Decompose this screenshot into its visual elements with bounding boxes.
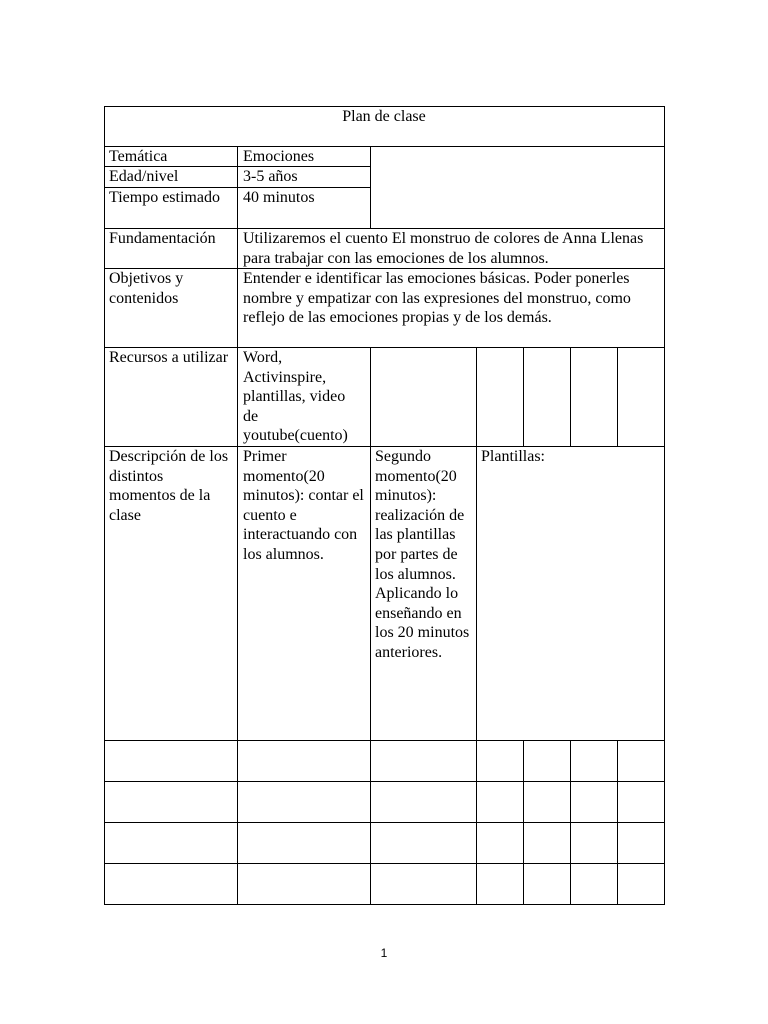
fundamentacion-value: Utilizaremos el cuento El monstruo de colores de Anna Llenas para trabajar con las emociones de los alumnos. <box>243 230 644 267</box>
tematica-value: Emociones <box>243 148 315 165</box>
primer-momento-text: Primer momento(20 minutos): contar el cuento e interactuando con los alumnos. <box>243 448 364 563</box>
table-rule-vertical <box>617 347 618 447</box>
objetivos-label: Objetivos y contenidos <box>109 270 184 307</box>
tematica-label: Temática <box>109 148 168 165</box>
plantillas-text: Plantillas: <box>481 448 545 465</box>
table-rule-horizontal <box>104 781 666 782</box>
edad-nivel-value: 3-5 años <box>243 168 298 185</box>
segundo-momento-text: Segundo momento(20 minutos): realización de las plantillas por partes de los alumnos. Aplicando lo enseñando en los 20 minutos anteriores. <box>375 448 470 661</box>
table-rule-horizontal <box>104 822 666 823</box>
page-number: 1 <box>380 946 388 960</box>
objetivos-value: Entender e identificar las emociones básicas. Poder ponerles nombre y empatizar con las expresiones del monstruo, como reflejo de las emociones propias y de los demás. <box>243 270 631 327</box>
edad-nivel-label: Edad/nivel <box>109 168 179 185</box>
table-rule-vertical <box>523 740 524 905</box>
table-rule-horizontal <box>104 863 666 864</box>
table-rule-horizontal <box>104 740 666 741</box>
fundamentacion-label: Fundamentación <box>109 230 216 247</box>
tiempo-estimado-value: 40 minutos <box>243 189 315 206</box>
table-rule-vertical <box>476 347 477 905</box>
table-rule-vertical <box>617 740 618 905</box>
table-rule-vertical <box>570 740 571 905</box>
table-rule-vertical <box>523 347 524 447</box>
tiempo-estimado-label: Tiempo estimado <box>109 189 220 206</box>
recursos-value: Word, Activinspire, plantillas, video de youtube(cuento) <box>243 349 348 445</box>
table-rule-vertical <box>664 106 665 905</box>
table-rule-vertical <box>570 347 571 447</box>
table-title: Plan de clase <box>342 108 426 125</box>
recursos-label: Recursos a utilizar <box>109 349 229 366</box>
table-rule-vertical <box>370 146 371 229</box>
descripcion-label: Descripción de los distintos momentos de la clase <box>109 448 229 524</box>
table-rule-horizontal <box>104 904 666 905</box>
